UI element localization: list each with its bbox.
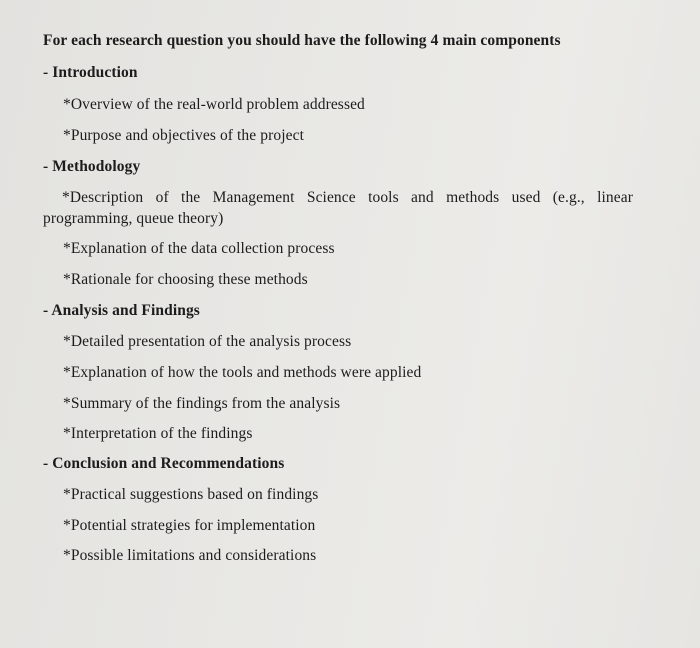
bullet-item: *Rationale for choosing these methods: [63, 271, 308, 288]
bullet-item: *Interpretation of the findings: [63, 425, 253, 442]
bullet-item: *Summary of the findings from the analysis: [63, 395, 341, 412]
bullet-item: *Practical suggestions based on findings: [63, 486, 319, 503]
section-title-analysis-findings: - Analysis and Findings: [43, 302, 200, 319]
bullet-item: *Detailed presentation of the analysis process: [63, 333, 352, 350]
section-title-methodology: - Methodology: [43, 158, 141, 175]
bullet-item: *Potential strategies for implementation: [63, 517, 316, 534]
bullet-item: *Explanation of how the tools and methods were applied: [63, 364, 422, 381]
bullet-item: *Overview of the real-world problem addressed: [63, 96, 365, 113]
section-title-introduction: - Introduction: [43, 64, 138, 81]
section-title-conclusion-recommendations: - Conclusion and Recommendations: [43, 455, 285, 472]
bullet-item: *Explanation of the data collection process: [63, 240, 335, 257]
bullet-item: *Purpose and objectives of the project: [63, 127, 304, 144]
bullet-item: *Possible limitations and considerations: [63, 547, 317, 564]
document-heading: For each research question you should have the following 4 main components: [43, 32, 561, 49]
bullet-item-wrapped: *Description of the Management Science tools and methods used (e.g., linear programming, queue theory): [43, 189, 633, 227]
